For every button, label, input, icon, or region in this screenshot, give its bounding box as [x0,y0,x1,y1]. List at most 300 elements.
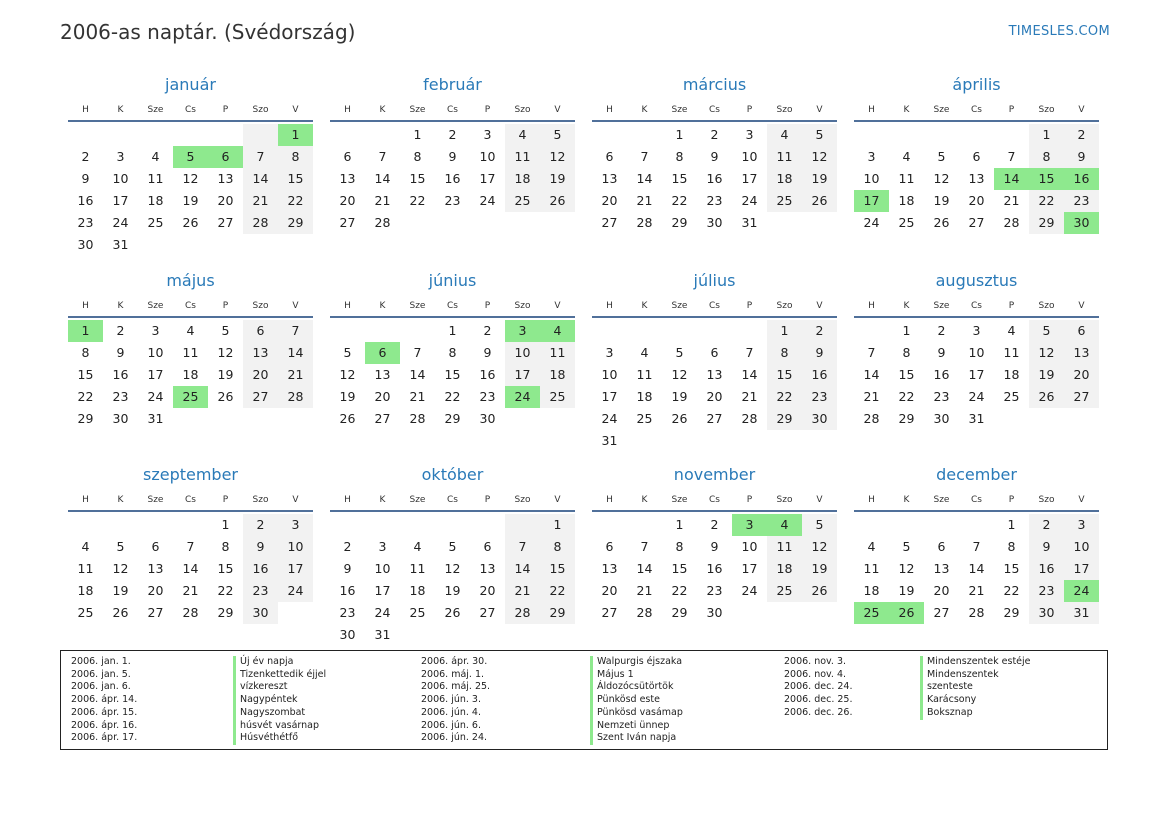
weekday-label: P [484,301,491,311]
day-cell: 13 [339,171,356,186]
holiday-date: 2006. jún. 24. [421,732,488,744]
day-cell: 2 [343,539,352,554]
holiday-date: 2006. máj. 25. [421,681,491,693]
day-cell: 28 [636,605,653,620]
site-link[interactable]: TIMESLES.COM [1008,24,1110,39]
day-cell: 14 [374,171,391,186]
day-cell: 12 [339,367,356,382]
weekday-label: Cs [185,301,196,311]
holiday-name: Mindenszentek estéje [927,656,1031,667]
weekday-label: Szo [514,301,531,311]
weekday-label: Cs [971,301,982,311]
day-cell: 22 [278,190,313,212]
day-cell: 5 [221,323,230,338]
month-name: augusztus [935,271,1018,290]
day-cell: 22 [898,389,915,404]
day-cell: 21 [505,580,540,602]
day-cell: 5 [802,514,837,536]
weekday-label: H [82,105,89,115]
day-cell: 23 [1064,190,1099,212]
day-cell: 10 [374,561,391,576]
day-cell: 11 [863,561,880,576]
weekday-label: Szo [776,105,793,115]
holiday-date: 2006. ápr. 30. [421,656,488,667]
day-cell: 9 [81,171,90,186]
day-cell: 4 [867,539,876,554]
holiday-date: 2006. jan. 1. [71,656,131,667]
day-cell: 13 [479,561,496,576]
weekday-label: Szo [776,301,793,311]
day-cell: 9 [1064,146,1099,168]
empty-cell [854,320,889,342]
weekday-label: K [903,105,910,115]
day-cell: 24 [278,580,313,602]
day-cell: 13 [933,561,950,576]
holiday-name: Nemzeti ünnep [597,719,670,731]
day-cell: 19 [540,168,575,190]
day-cell: 8 [1029,146,1064,168]
days-grid [330,124,575,234]
empty-cell [592,514,627,536]
day-cell: 2 [1029,514,1064,536]
day-cell: 20 [243,364,278,386]
day-cell: 21 [968,583,985,598]
day-cell: 18 [767,168,802,190]
empty-cell [400,514,435,536]
empty-cell [173,514,208,536]
day-cell: 2 [1064,124,1099,146]
holiday-names-column [590,656,683,745]
day-cell: 11 [182,345,199,360]
month-block [592,460,837,624]
day-cell: 28 [374,215,391,230]
day-cell: 10 [741,539,758,554]
month-block [592,266,837,452]
day-cell: 13 [706,367,723,382]
day-cell: 6 [1064,320,1099,342]
day-cell: 4 [505,124,540,146]
day-cell: 1 [540,514,575,536]
day-cell: 4 [767,514,802,536]
day-cell: 30 [77,237,94,252]
month-name: június [428,271,477,290]
empty-cell [627,320,662,342]
day-cell: 24 [1064,580,1099,602]
day-cell: 13 [243,342,278,364]
day-cell: 27 [601,215,618,230]
day-cell: 6 [343,149,352,164]
weekday-label: Cs [709,301,720,311]
day-cell: 12 [540,146,575,168]
weekday-label: Cs [971,495,982,505]
day-cell: 20 [374,389,391,404]
day-cell: 14 [243,168,278,190]
day-cell: 11 [77,561,94,576]
holiday-list [60,650,1108,750]
weekday-label: P [746,105,753,115]
day-cell: 24 [112,215,129,230]
day-cell: 1 [902,323,911,338]
day-cell: 25 [898,215,915,230]
day-cell: 25 [505,190,540,212]
day-cell: 7 [505,536,540,558]
day-cell: 28 [278,386,313,408]
day-cell: 28 [636,215,653,230]
day-cell: 6 [243,320,278,342]
day-cell: 7 [413,345,422,360]
day-cell: 9 [937,345,946,360]
weekday-label: H [868,105,875,115]
holiday-date: 2006. dec. 25. [784,694,853,706]
day-cell: 26 [112,605,129,620]
holiday-name: Mindenszentek [927,668,999,680]
day-cell: 17 [1064,558,1099,580]
holiday-name: Új év napja [240,656,294,667]
weekday-header [68,296,313,318]
day-cell: 10 [278,536,313,558]
day-cell: 10 [1064,536,1099,558]
day-cell: 15 [898,367,915,382]
day-cell: 24 [601,411,618,426]
day-cell: 31 [968,411,985,426]
weekday-label: K [117,495,124,505]
weekday-label: Cs [709,105,720,115]
empty-cell [889,514,924,536]
day-cell: 18 [409,583,426,598]
weekday-label: Szo [252,495,269,505]
day-cell: 8 [81,345,90,360]
weekday-header [68,490,313,512]
weekday-header [592,490,837,512]
day-cell: 14 [994,168,1029,190]
weekday-label: Sze [671,495,688,505]
day-cell: 16 [1029,558,1064,580]
days-grid [330,320,575,430]
holiday-name: Pünkösd vasámap [597,706,683,718]
day-cell: 27 [374,411,391,426]
day-cell: 19 [444,583,461,598]
day-cell: 10 [968,345,985,360]
weekday-label: V [554,495,561,505]
day-cell: 13 [374,367,391,382]
day-cell: 1 [675,127,684,142]
day-cell: 9 [243,536,278,558]
weekday-label: P [484,495,491,505]
weekday-label: Sze [147,495,164,505]
day-cell: 14 [863,367,880,382]
day-cell: 12 [802,146,837,168]
empty-cell [854,514,889,536]
day-cell: 24 [741,583,758,598]
day-cell: 15 [540,558,575,580]
day-cell: 19 [217,367,234,382]
day-cell: 5 [1029,320,1064,342]
day-cell: 25 [1003,389,1020,404]
weekday-label: H [868,301,875,311]
day-cell: 16 [802,364,837,386]
weekday-header [592,296,837,318]
day-cell: 1 [1029,124,1064,146]
day-cell: 19 [671,389,688,404]
empty-cell [854,124,889,146]
day-cell: 11 [898,171,915,186]
weekday-label: V [816,105,823,115]
weekday-label: Sze [147,301,164,311]
holiday-date: 2006. máj. 1. [421,668,485,680]
weekday-header [330,490,575,512]
day-cell: 11 [409,561,426,576]
day-cell: 24 [968,389,985,404]
holiday-name: Karácsony [927,694,977,706]
empty-cell [697,320,732,342]
day-cell: 18 [182,367,199,382]
day-cell: 22 [540,580,575,602]
day-cell: 23 [933,389,950,404]
day-cell: 13 [968,171,985,186]
day-cell: 1 [68,320,103,342]
weekday-label: Sze [933,301,950,311]
weekday-label: H [606,105,613,115]
day-cell: 23 [479,389,496,404]
empty-cell [365,124,400,146]
day-cell: 29 [278,212,313,234]
day-cell: 22 [767,386,802,408]
weekday-label: V [1078,495,1085,505]
day-cell: 17 [147,367,164,382]
month-block [592,70,837,234]
day-cell: 6 [710,345,719,360]
days-grid [854,514,1099,624]
day-cell: 28 [968,605,985,620]
weekday-label: K [641,301,648,311]
day-cell: 15 [444,367,461,382]
weekday-label: P [1008,301,1015,311]
weekday-label: Sze [409,105,426,115]
day-cell: 18 [1003,367,1020,382]
day-cell: 8 [278,146,313,168]
weekday-label: V [292,495,299,505]
day-cell: 16 [1064,168,1099,190]
empty-cell [138,124,173,146]
holiday-date: 2006. nov. 3. [784,656,847,667]
weekday-label: K [641,105,648,115]
day-cell: 26 [933,215,950,230]
weekday-label: Sze [933,105,950,115]
day-cell: 31 [741,215,758,230]
weekday-label: Szo [514,105,531,115]
day-cell: 21 [243,190,278,212]
day-cell: 14 [278,342,313,364]
holiday-date: 2006. ápr. 15. [71,706,138,718]
weekday-label: V [816,301,823,311]
holiday-date: 2006. ápr. 16. [71,719,138,731]
day-cell: 7 [745,345,754,360]
holiday-name: Walpurgis éjszaka [597,656,683,667]
day-cell: 16 [112,367,129,382]
day-cell: 29 [444,411,461,426]
day-cell: 21 [182,583,199,598]
day-cell: 13 [601,171,618,186]
day-cell: 24 [863,215,880,230]
day-cell: 28 [243,212,278,234]
day-cell: 6 [605,149,614,164]
weekday-label: P [746,495,753,505]
day-cell: 9 [710,149,719,164]
weekday-label: Cs [971,105,982,115]
day-cell: 8 [540,536,575,558]
day-cell: 5 [937,149,946,164]
weekday-label: Szo [514,495,531,505]
day-cell: 24 [741,193,758,208]
day-cell: 17 [278,558,313,580]
empty-cell [330,124,365,146]
day-cell: 29 [77,411,94,426]
day-cell: 24 [147,389,164,404]
day-cell: 23 [1029,580,1064,602]
empty-cell [173,124,208,146]
day-cell: 4 [1007,323,1016,338]
day-cell: 17 [741,171,758,186]
holiday-date: 2006. jan. 6. [71,681,131,693]
day-cell: 2 [710,127,719,142]
weekday-label: Szo [252,301,269,311]
holiday-date: 2006. ápr. 17. [71,732,138,744]
day-cell: 6 [972,149,981,164]
day-cell: 14 [505,558,540,580]
days-grid [854,124,1099,234]
weekday-label: V [1078,301,1085,311]
day-cell: 1 [448,323,457,338]
day-cell: 20 [1064,364,1099,386]
day-cell: 26 [802,580,837,602]
day-cell: 29 [1003,605,1020,620]
holiday-date: 2006. nov. 4. [784,668,847,680]
month-block [330,70,575,234]
day-cell: 27 [243,386,278,408]
day-cell: 12 [802,536,837,558]
day-cell: 2 [710,517,719,532]
day-cell: 8 [413,149,422,164]
weekday-label: Szo [1038,495,1055,505]
day-cell: 18 [540,364,575,386]
day-cell: 26 [540,190,575,212]
day-cell: 11 [505,146,540,168]
holiday-date: 2006. jún. 3. [421,694,482,706]
day-cell: 23 [243,580,278,602]
day-cell: 4 [151,149,160,164]
day-cell: 24 [505,386,540,408]
day-cell: 9 [448,149,457,164]
day-cell: 21 [863,389,880,404]
day-cell: 25 [173,386,208,408]
day-cell: 3 [605,345,614,360]
days-grid [68,320,313,430]
day-cell: 17 [505,364,540,386]
day-cell: 15 [671,171,688,186]
month-block [330,266,575,430]
weekday-header [68,100,313,122]
day-cell: 14 [636,561,653,576]
weekday-label: K [641,495,648,505]
weekday-label: Cs [185,105,196,115]
empty-cell [959,514,994,536]
day-cell: 26 [671,411,688,426]
day-cell: 30 [802,408,837,430]
day-cell: 5 [540,124,575,146]
day-cell: 17 [112,193,129,208]
day-cell: 1 [413,127,422,142]
day-cell: 9 [116,345,125,360]
weekday-label: K [379,495,386,505]
day-cell: 22 [671,193,688,208]
day-cell: 6 [365,342,400,364]
day-cell: 2 [802,320,837,342]
day-cell: 19 [802,558,837,580]
weekday-label: H [82,495,89,505]
holiday-date: 2006. jún. 4. [421,706,482,718]
day-cell: 30 [112,411,129,426]
day-cell: 18 [767,558,802,580]
empty-cell [138,514,173,536]
weekday-label: P [1008,495,1015,505]
day-cell: 19 [339,389,356,404]
day-cell: 5 [802,124,837,146]
weekday-label: K [117,301,124,311]
day-cell: 10 [147,345,164,360]
day-cell: 8 [675,539,684,554]
day-cell: 4 [413,539,422,554]
day-cell: 31 [601,433,618,448]
day-cell: 20 [968,193,985,208]
month-name: február [423,75,482,94]
day-cell: 8 [1007,539,1016,554]
weekday-label: K [379,301,386,311]
day-cell: 28 [863,411,880,426]
holiday-name: Tizenkettedik éjjel [240,668,327,680]
day-cell: 11 [636,367,653,382]
day-cell: 30 [1064,212,1099,234]
empty-cell [103,124,138,146]
day-cell: 15 [217,561,234,576]
day-cell: 24 [479,193,496,208]
day-cell: 2 [483,323,492,338]
holiday-date: 2006. dec. 24. [784,681,853,693]
weekday-label: Sze [933,495,950,505]
day-cell: 25 [540,386,575,408]
day-cell: 5 [173,146,208,168]
day-cell: 25 [767,580,802,602]
holiday-dates-column [784,656,852,720]
weekday-header [330,100,575,122]
day-cell: 26 [339,411,356,426]
month-block [68,460,313,624]
empty-cell [68,124,103,146]
day-cell: 14 [409,367,426,382]
empty-cell [435,514,470,536]
day-cell: 28 [505,602,540,624]
empty-cell [924,514,959,536]
day-cell: 19 [112,583,129,598]
day-cell: 27 [1064,386,1099,408]
empty-cell [994,124,1029,146]
day-cell: 2 [81,149,90,164]
day-cell: 4 [767,124,802,146]
day-cell: 10 [112,171,129,186]
weekday-label: Szo [1038,301,1055,311]
weekday-label: P [484,105,491,115]
day-cell: 16 [77,193,94,208]
day-cell: 28 [182,605,199,620]
